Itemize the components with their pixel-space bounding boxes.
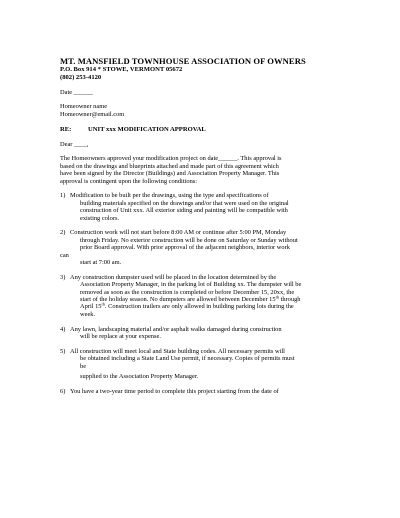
re-subject: UNIT xxx MODIFICATION APPROVAL — [88, 125, 206, 133]
condition-number: 4) — [60, 325, 66, 333]
condition-line: be obtained including a State Land Use permit, if necessary. Copies of permits must — [80, 355, 295, 363]
condition-line: will be replace at your expense. — [80, 333, 161, 341]
condition-item — [60, 388, 342, 395]
salutation: Dear ____, — [60, 140, 89, 148]
condition-number: 3) — [60, 273, 66, 281]
intro-line: approval is contingent upon the following conditions: — [60, 177, 198, 185]
condition-line: can — [60, 251, 69, 259]
condition-line: building materials specified on the drawings and/or that were used on the original — [80, 199, 289, 207]
recipient-email: Homeowner@email.com — [60, 110, 125, 118]
condition-line: start of the holiday season. No dumpsters are allowed between December 15th through — [80, 294, 301, 304]
condition-line: removed as soon as the construction is completed or before December 15, 20xx, the — [80, 288, 295, 296]
intro-line: The Homeowners approved your modification project on date______. This approval is — [60, 155, 282, 163]
condition-line: You have a two-year time period to complete this project starting from the date of — [70, 387, 279, 395]
condition-item — [60, 229, 342, 266]
condition-line: existing colors. — [80, 214, 120, 222]
condition-line: Association Property Manager, in the parking lot of Building xx. The dumpster will be — [80, 281, 302, 289]
intro-paragraph — [60, 155, 342, 185]
condition-number: 6) — [60, 387, 66, 395]
recipient-name: Homeowner name — [60, 103, 108, 111]
condition-line: April 15th. Construction trailers are only allowed in building parking lots during the — [80, 302, 294, 311]
re-label: RE: — [60, 125, 72, 133]
condition-line: All construction will meet local and State building codes. All necessary permits will — [70, 347, 285, 355]
condition-line: supplied to the Association Property Manager. — [80, 373, 199, 381]
condition-line: start at 7:00 am. — [80, 259, 122, 267]
condition-item — [60, 192, 342, 222]
condition-number: 2) — [60, 229, 66, 237]
condition-line: prior Board approval. With prior approval of the adjacent neighbors, interior work — [80, 244, 290, 252]
org-phone: (802) 253-4120 — [60, 73, 102, 81]
condition-item — [60, 274, 342, 318]
condition-line: Modification to be built per the drawings, using the type and specifications of — [70, 192, 269, 200]
condition-line: construction of Unit xxx. All exterior siding and painting will be compatible with — [80, 207, 288, 215]
condition-item — [60, 348, 342, 381]
condition-line: Construction work will not start before 8:00 AM or continue after 5:00 PM, Monday — [70, 229, 287, 237]
condition-item — [60, 326, 342, 341]
intro-line: based on the drawings and blueprints attached and made part of this agreement which — [60, 162, 279, 170]
intro-line: have been signed by the Director (Buildings) and Association Property Manager. This — [60, 170, 280, 178]
conditions-list — [60, 192, 342, 395]
condition-line: through Friday. No exterior construction will be done on Saturday or Sunday without — [80, 236, 298, 244]
condition-line: be — [80, 362, 87, 370]
org-address: P.O. Box 914 * STOWE, VERMONT 05672 — [60, 66, 183, 73]
condition-number: 5) — [60, 347, 66, 355]
condition-line: Any construction dumpster used will be placed in the location determined by the — [70, 273, 277, 281]
letter-page — [60, 56, 342, 403]
condition-line: week. — [80, 310, 96, 318]
condition-line: Any lawn, landscaping material and/or asphalt walks damaged during construction — [70, 325, 282, 333]
org-name: MT. MANSFIELD TOWNHOUSE ASSOCIATION OF OWNERS — [60, 56, 306, 66]
date-line: Date ______ — [60, 88, 93, 96]
condition-number: 1) — [60, 192, 66, 200]
subject-line — [60, 126, 342, 134]
